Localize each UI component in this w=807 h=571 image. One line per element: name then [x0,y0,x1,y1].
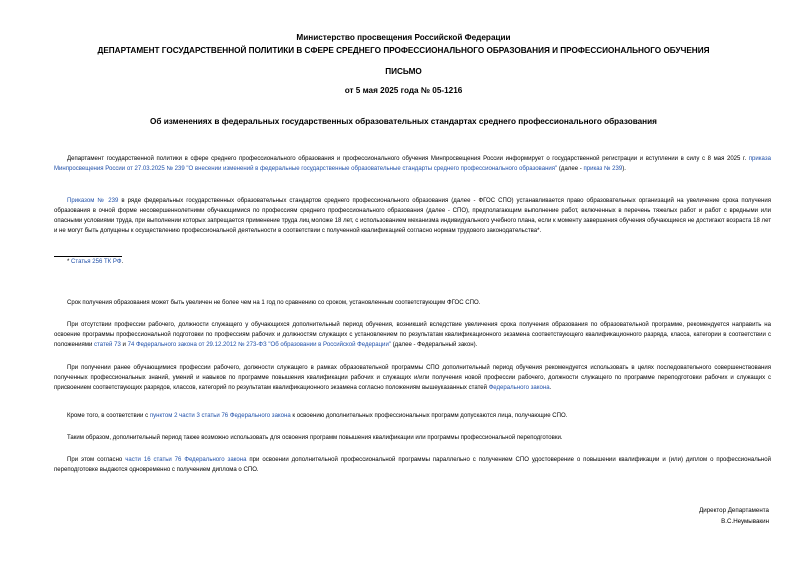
paragraph-text: При отсутствии профессии рабочего, должности служащего у обучающихся дополнительный период обучения, возникший вследствие увеличения срока получения образования по образовательной программе, рекомендуется направить на освоение программы профессиональной подготовки по профессиям рабочих и должностям служащих с установлением по результатам квалификационного экзамена соответствующего квалификационного разряда, класса, категории в соответствии с положениями [54,322,771,349]
paragraph-4 [54,320,771,350]
paragraph-1 [54,154,771,174]
paragraph-text: при освоении дополнительной профессиональной программы параллельно с получением СПО удостоверение о повышении квалификации и (или) диплом о профессиональной переподготовке выдаются одновременно с получением диплома о СПО. [54,457,772,474]
signature-name: В.С.Неумывакин [721,518,769,525]
ministry-name: Министерство просвещения Российской Федерации [296,33,511,42]
link-article-76-part-16[interactable]: части 16 статьи 76 Федерального закона [125,457,247,463]
document-date-number: от 5 мая 2025 года № 05-1216 [344,86,463,95]
link-order-239[interactable]: приказ № 239 [583,166,623,173]
paragraph-2 [54,196,771,236]
footnote [67,257,123,267]
paragraph-text: и [120,342,128,349]
paragraph-text: (далее - [557,166,584,173]
paragraph-8 [54,455,771,475]
department-name: ДЕПАРТАМЕНТ ГОСУДАРСТВЕННОЙ ПОЛИТИКИ В СФЕРЕ СРЕДНЕГО ПРОФЕССИОНАЛЬНОГО ОБРАЗОВАНИЯ И ПРОФЕССИОНАЛЬНОГО ОБУЧЕНИЯ [97,46,710,55]
link-article-76-part-3[interactable]: пунктом 2 части 3 статьи 76 Федерального закона [149,413,291,419]
paragraph-text: При получении ранее обучающимися профессии рабочего, должности служащего в рамках образовательной программы СПО дополнительный период обучения рекомендуется использовать в целях последовательного совершенствования полученных профессиональных знаний, умений и навыков по программе повышения квалификации рабочих и служащих и/или получения новой профессии рабочего, должности служащего по программе переподготовки рабочих и служащих с присвоением соответствующих разрядов, классов, категорий по результатам квалификационного экзамена согласно положениям вышеуказанных статей [54,365,771,392]
paragraph-text: (далее - Федеральный закон). [390,342,478,349]
footnote-end: . [121,259,124,265]
paragraph-text: Кроме того, в соответствии с [67,413,150,419]
document-type: ПИСЬМО [385,67,422,76]
paragraph-3 [54,298,771,308]
paragraph-text: Срок получения образования может быть увеличен не более чем на 1 год по сравнению со сроком, установленным соответствующим ФГОС СПО. [67,300,481,306]
signature-position: Директор Департамента [699,507,769,514]
link-article-73[interactable]: статей 73 [94,342,121,349]
paragraph-7 [54,433,771,443]
paragraph-5 [54,363,771,393]
footnote-mark: * [67,259,72,265]
paragraph-6 [54,411,771,421]
link-federal-law-273[interactable]: 74 Федерального закона от 29.12.2012 № 273-ФЗ "Об образовании в Российской Федерации" [127,342,391,349]
document-subject: Об изменениях в федеральных государственных образовательных стандартах среднего профессионального образования [150,117,657,126]
paragraph-text: к освоению дополнительных профессиональных программ допускаются лица, получающие СПО. [290,413,568,419]
paragraph-text: Департамент государственной политики в сфере среднего профессионального образования и профессионального обучения Минпросвещения России информирует о государственной регистрации и вступлении в силу с 8 мая 2025 г. [67,156,749,162]
paragraph-text: . [549,385,552,392]
paragraph-text: При этом согласно [67,457,126,463]
paragraph-text: Таким образом, дополнительный период также возможно использовать для освоения программ повышения квалификации или программы профессиональной переподготовки. [67,435,563,441]
paragraph-text: ). [622,166,626,173]
link-order-239-full[interactable]: приказа Минпросвещения России от 27.03.2025 № 239 "О внесении изменений в федеральные государственные образовательные стандарты среднего профессионального образования" [54,156,771,173]
link-order-239-p2[interactable]: Приказом № 239 [67,198,119,204]
link-tk-article-256[interactable]: Статья 256 ТК РФ [71,259,122,265]
paragraph-text: в ряде федеральных государственных образовательных стандартов среднего профессионального образования (далее - ФГОС СПО) устанавливается право образовательных организаций на увеличение срока получения образования в очной форме несовершеннолетними обучающимися по профессиям среднего профессионального образования (далее - СПО), предполагающим выполнение работ, включенных в перечень тяжелых работ и работ с вредными или опасными условиями труда, при выполнении которых запрещается применение труда лиц моложе 18 лет, с использованием механизма индивидуального учебного плана, если к моменту завершения обучения обучающиеся не достигают возраста 18 лет и не могут быть допущены к осуществлению профессиональной деятельности в соответствии с полученной квалификацией согласно нормам трудового законодательства*. [54,198,771,235]
link-federal-law[interactable]: Федерального закона [488,385,550,392]
